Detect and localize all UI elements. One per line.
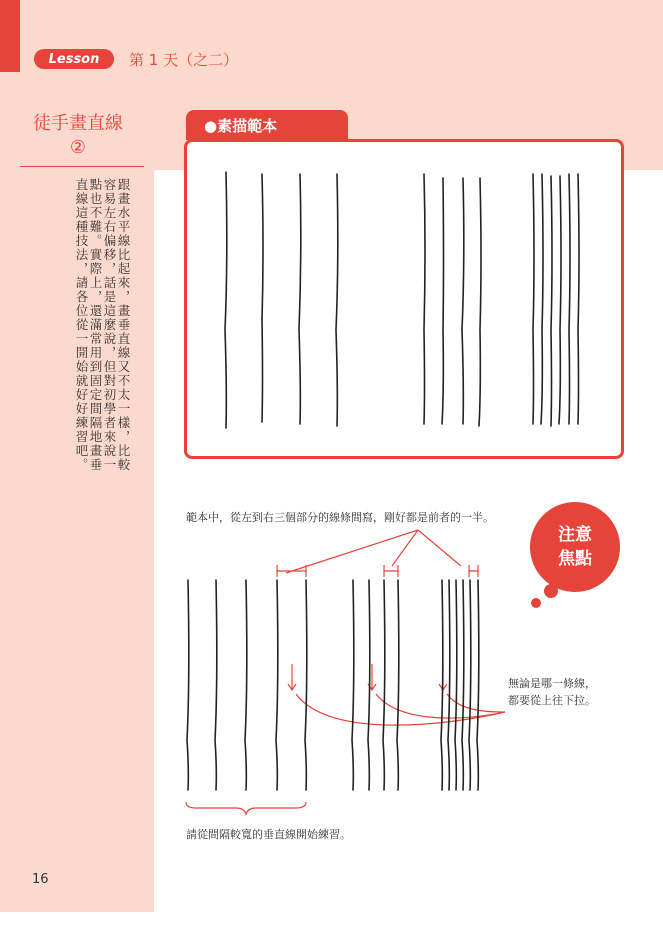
- down-arrow: [288, 664, 296, 690]
- example-line: [383, 580, 385, 790]
- example-line: [455, 580, 457, 790]
- example-line: [469, 580, 471, 790]
- pointer-line: [392, 530, 418, 566]
- sidebar-body-text: 跟畫水平線比起來，畫垂直線又不太一樣，比較容易左右偏移，話是這麼說，但對初學者來說一點也不難。實際上，還滿常用到固定間隔地畫垂直線這種技法，請各位從一開始就好好練習吧。: [74, 178, 131, 472]
- sidebar-title-number: ②: [69, 137, 87, 158]
- pull-note: [508, 675, 596, 709]
- bottom-brace: [186, 802, 306, 814]
- example-line: [276, 580, 278, 790]
- bottom-caption: 請從間隔較寬的垂直線開始練習。: [186, 828, 351, 841]
- spacing-marker: [469, 565, 478, 577]
- example-line: [441, 580, 443, 790]
- focus-caption: 範本中，從左到右三個部分的線條間寫，剛好都是前者的一半。: [186, 511, 494, 524]
- curve-line: [376, 694, 505, 718]
- pull-note-line-1: 無論是哪一條線，: [508, 677, 596, 690]
- bubble-text-1: 注意: [558, 525, 592, 545]
- example-line: [187, 580, 189, 790]
- example-line: [448, 580, 450, 790]
- example-line: [352, 580, 354, 790]
- page-number: 16: [32, 872, 49, 887]
- day-title: 第 1 天（之二）: [129, 51, 239, 69]
- spacing-marker: [277, 565, 306, 577]
- sidebar-title-main: 徒手畫直線: [33, 113, 123, 134]
- example-line: [305, 580, 307, 790]
- spacing-marker: [384, 565, 398, 577]
- pull-note-line-2: 都要從上往下拉。: [508, 694, 596, 707]
- lesson-badge: Lesson: [34, 49, 114, 69]
- sample-tab: ●素描範本: [186, 110, 348, 140]
- bubble-text-2: 焦點: [558, 549, 592, 569]
- example-line: [245, 580, 247, 790]
- example-line: [462, 580, 464, 790]
- pointer-line: [418, 530, 461, 566]
- example-line: [397, 580, 399, 790]
- example-line: [215, 580, 217, 790]
- example-line: [477, 580, 479, 790]
